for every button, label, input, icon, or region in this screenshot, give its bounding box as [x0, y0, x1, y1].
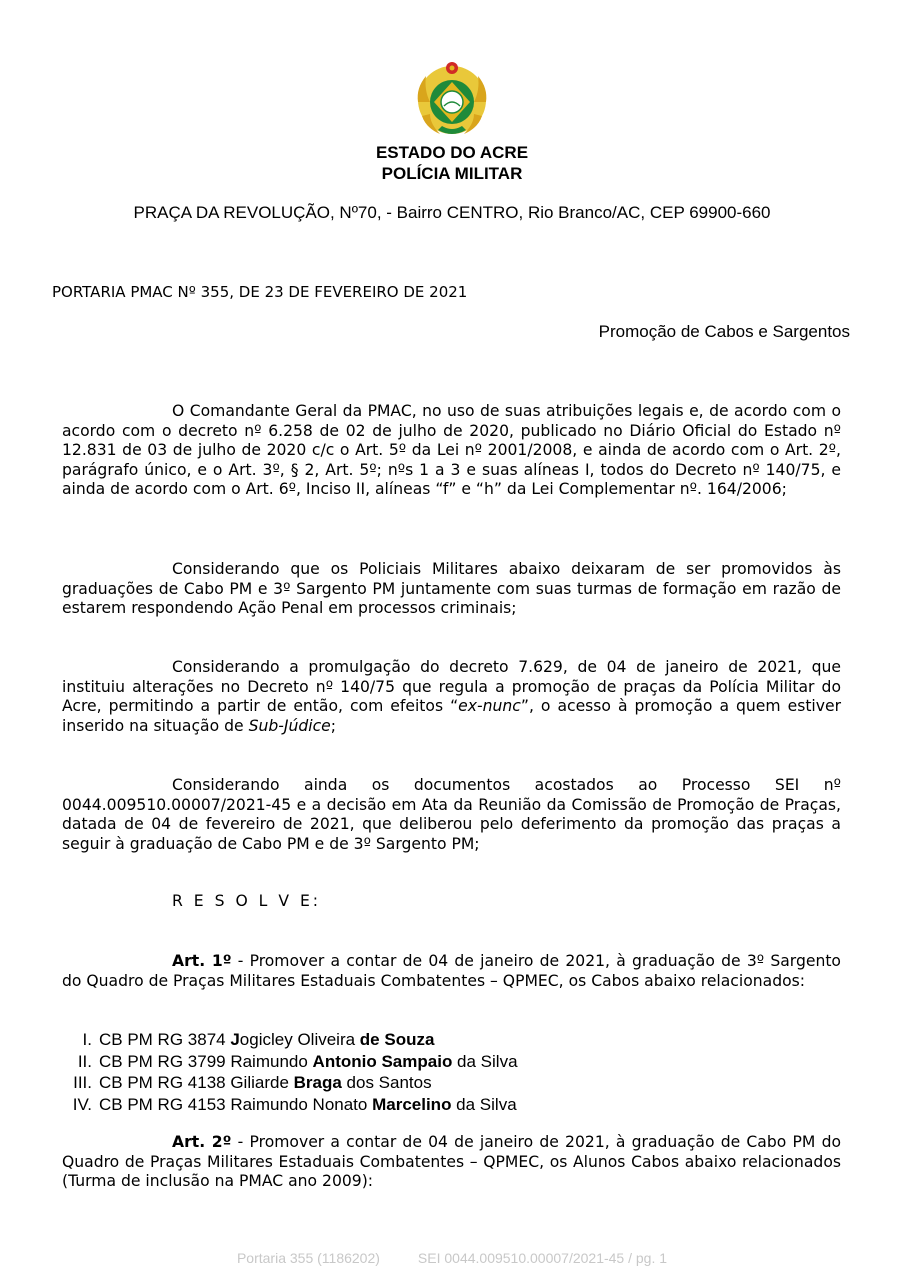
article-2-label: Art. 2º — [172, 1133, 232, 1151]
list-item: IV. CB PM RG 4153 Raimundo Nonato Marcelino da Silva — [72, 1094, 517, 1114]
list-item: III. CB PM RG 4138 Giliarde Braga dos Santos — [73, 1073, 432, 1092]
article-1: Art. 1º - Promover a contar de 04 de janeiro de 2021, à graduação de 3º Sargento do Quadro de Praças Militares Estaduais Combatentes – QPMEC, os Cabos abaixo relacionados: — [62, 952, 841, 990]
footer-process-ref: SEI 0044.009510.00007/2021-45 / pg. 1 — [417, 1250, 668, 1266]
article-1-label: Art. 1º — [172, 952, 232, 970]
paragraph-considerando-3: Considerando ainda os documentos acostados ao Processo SEI nº 0044.009510.00007/2021-45 e a decisão em Ata da Reunião da Comissão de Promoção de Praças, datada de 04 de fevereiro de 2021, que deliberou pelo deferimento da promoção das praças a seguir à graduação de Cabo PM e de 3º Sargento PM; — [62, 776, 841, 853]
state-name: ESTADO DO ACRE — [375, 143, 529, 162]
paragraph-considerando-1: Considerando que os Policiais Militares abaixo deixaram de ser promovidos às graduações de Cabo PM e 3º Sargento PM juntamente com suas turmas de formação em razão de estarem respondendo Ação Penal em processos criminais; — [62, 560, 841, 617]
organization-name: POLÍCIA MILITAR — [381, 164, 523, 183]
address-line: PRAÇA DA REVOLUÇÃO, Nº70, - Bairro CENTRO, Rio Branco/AC, CEP 69900-660 — [133, 203, 771, 222]
document-ementa: Promoção de Cabos e Sargentos — [598, 322, 850, 341]
page-footer — [0, 1250, 904, 1266]
coat-of-arms-icon — [412, 58, 492, 138]
document-title: PORTARIA PMAC Nº 355, DE 23 DE FEVEREIRO DE 2021 — [52, 283, 468, 301]
emphasis-ex-nunc: ex-nunc — [458, 697, 521, 715]
list-item: I. CB PM RG 3874 Jogicley Oliveira de Souza — [82, 1030, 435, 1049]
paragraph-considerando-2: Considerando a promulgação do decreto 7.629, de 04 de janeiro de 2021, que instituiu alterações no Decreto nº 140/75 que regula a promoção de praças da Polícia Militar do Acre, permitindo a partir de então, com efeitos “ex-nunc”, o acesso à promoção a quem estiver inserido na situação de Sub-Júdice; — [62, 658, 841, 735]
list-item: II. CB PM RG 3799 Raimundo Antonio Sampaio da Silva — [77, 1051, 518, 1071]
promotion-list — [52, 1029, 518, 1115]
emphasis-sub-judice: Sub-Júdice — [248, 716, 331, 735]
footer-document-ref: Portaria 355 (1186202) — [236, 1250, 380, 1266]
resolve-heading: R E S O L V E: — [172, 892, 322, 910]
paragraph-preamble: O Comandante Geral da PMAC, no uso de suas atribuições legais e, de acordo com o acordo com o decreto nº 6.258 de 02 de julho de 2020, publicado no Diário Oficial do Estado nº 12.831 de 03 de julho de 2020 c/c o Art. 5º da Lei nº 2001/2008, e ainda de acordo com o Art. 2º, parágrafo único, e o Art. 3º, § 2, Art. 5º; nºs 1 a 3 e suas alíneas I, todos do Decreto nº 140/75, e ainda de acordo com o Art. 6º, Inciso II, alíneas “f” e “h” da Lei Complementar nº. 164/2006; — [62, 402, 841, 498]
article-2: Art. 2º - Promover a contar de 04 de janeiro de 2021, à graduação de Cabo PM do Quadro de Praças Militares Estaduais Combatentes – QPMEC, os Alunos Cabos abaixo relacionados (Turma de inclusão na PMAC ano 2009): — [62, 1133, 842, 1190]
